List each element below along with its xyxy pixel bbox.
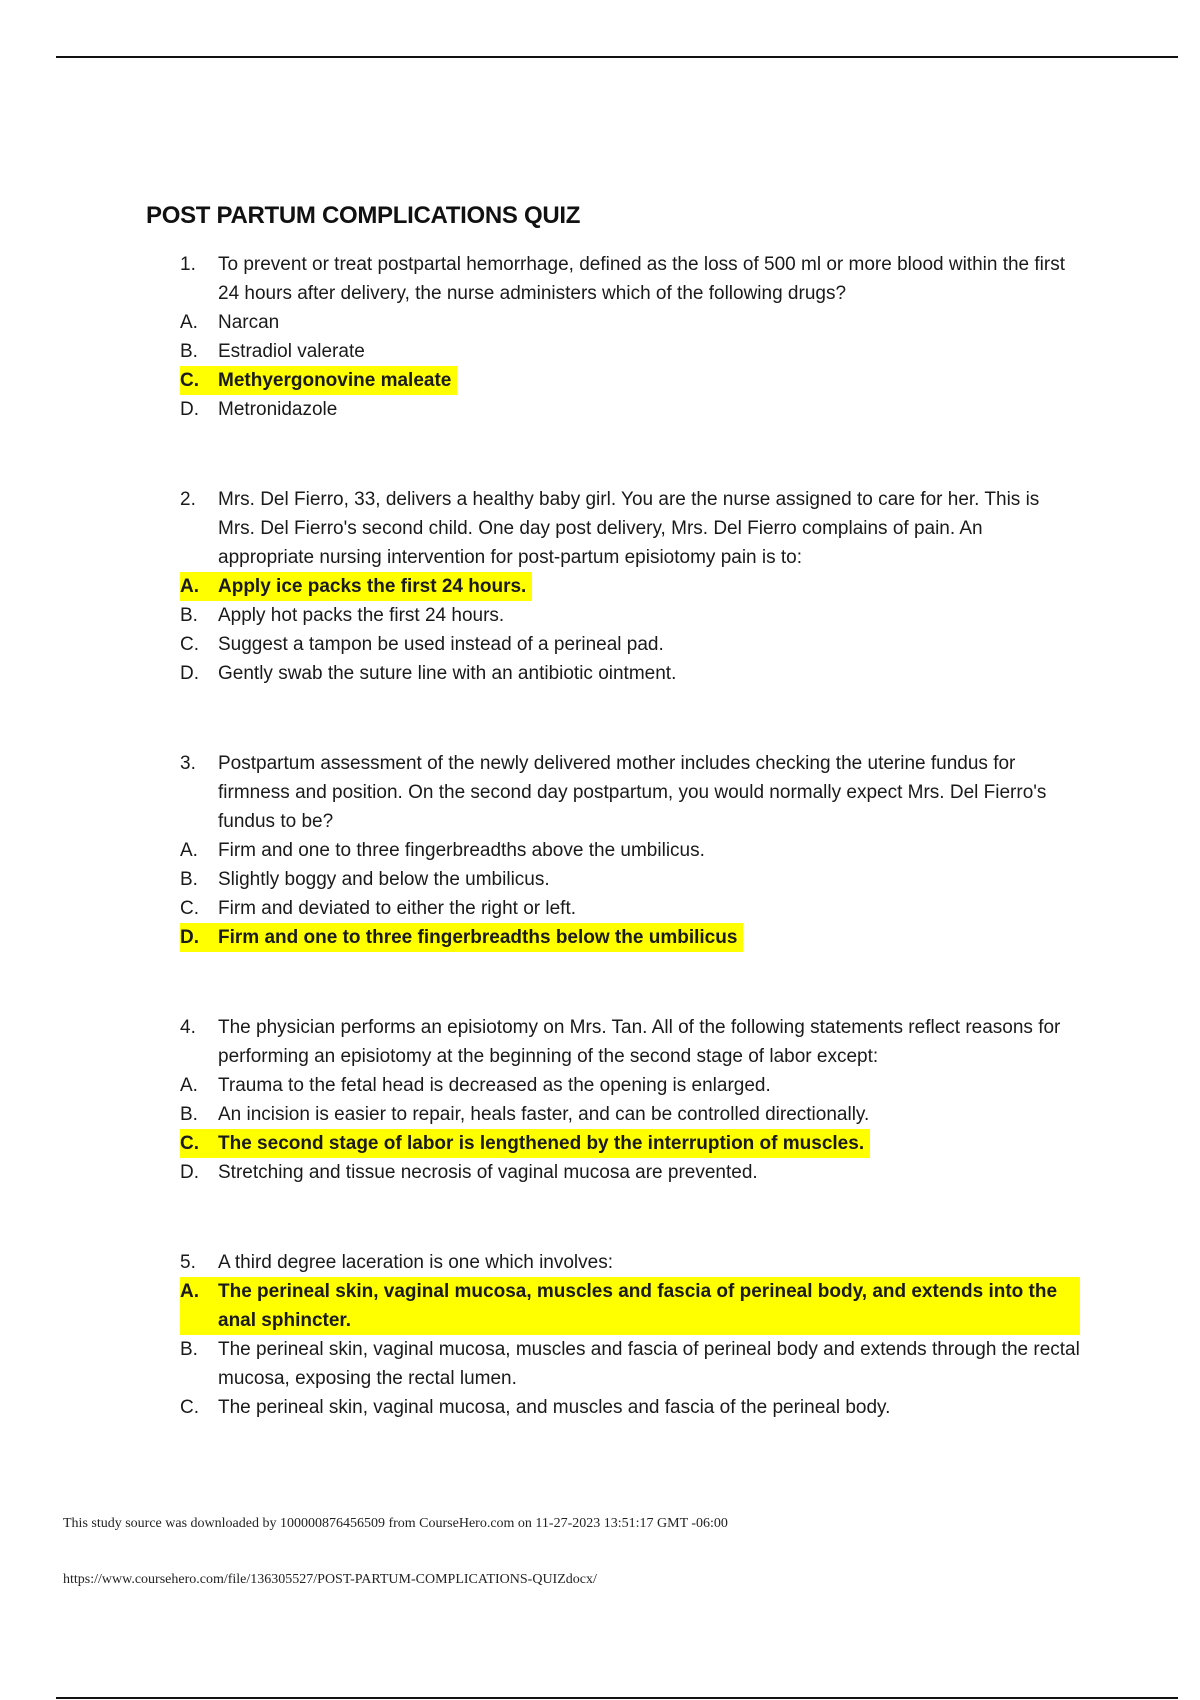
option-letter: D. [180,399,199,420]
option-letter: D. [180,663,199,684]
option-text: The perineal skin, vaginal mucosa, muscles and fascia of perineal body, and extends into the anal sphincter. [218,1277,1080,1335]
option-text: Estradiol valerate [218,341,365,362]
question-stem [180,1248,1080,1277]
option-letter: A. [180,1075,198,1096]
download-note: This study source was downloaded by 100000876456509 from CourseHero.com on 11-27-2023 13:51:17 GMT -06:00 [63,1516,728,1531]
option-text: Suggest a tampon be used instead of a perineal pad. [218,634,664,655]
question-stem [180,1013,1080,1071]
question-number: 2. [180,489,196,510]
option-letter: B. [180,1104,198,1125]
option-letter: B. [180,605,198,626]
option-d-correct [180,923,743,952]
option-c-correct [180,366,457,395]
option-text: Firm and one to three fingerbreadths above the umbilicus. [218,840,705,861]
question-number: 5. [180,1252,196,1273]
option-letter: C. [180,634,199,655]
option-c [180,630,1080,659]
option-letter: C. [180,1129,218,1158]
option-d [180,1158,1080,1187]
option-text: Apply ice packs the first 24 hours. [218,572,532,601]
bottom-rule [56,1697,1178,1699]
question-4 [180,1013,1080,1187]
option-b [180,601,1080,630]
question-stem [180,250,1080,308]
option-letter: C. [180,898,199,919]
question-1 [180,250,1080,424]
top-rule [56,56,1178,58]
option-letter: B. [180,1339,198,1360]
option-b [180,337,1080,366]
question-text: A third degree laceration is one which involves: [218,1252,614,1273]
option-a-correct [180,572,532,601]
question-stem [180,485,1080,572]
option-letter: A. [180,572,218,601]
option-a [180,836,1080,865]
question-2 [180,485,1080,688]
option-letter: B. [180,869,198,890]
option-text: An incision is easier to repair, heals faster, and can be controlled directionally. [218,1104,870,1125]
option-c [180,894,1080,923]
question-stem [180,749,1080,836]
option-text: Methyergonovine maleate [218,366,457,395]
question-5 [180,1248,1080,1422]
option-text: Trauma to the fetal head is decreased as the opening is enlarged. [218,1075,771,1096]
option-letter: A. [180,312,198,333]
option-text: Firm and deviated to either the right or left. [218,898,577,919]
question-text: To prevent or treat postpartal hemorrhage, defined as the loss of 500 ml or more blood within the first 24 hours after delivery, the nurse administers which of the following drugs? [218,254,1066,304]
option-text: The second stage of labor is lengthened by the interruption of muscles. [218,1129,870,1158]
option-letter: B. [180,341,198,362]
option-letter: A. [180,1277,218,1335]
option-b [180,1335,1080,1393]
option-letter: C. [180,1397,199,1418]
option-text: Slightly boggy and below the umbilicus. [218,869,550,890]
option-text: Metronidazole [218,399,338,420]
question-3 [180,749,1080,952]
page-title: POST PARTUM COMPLICATIONS QUIZ [146,202,581,229]
option-a-correct [180,1277,1080,1335]
option-b [180,1100,1080,1129]
question-number: 3. [180,753,196,774]
question-number: 4. [180,1017,196,1038]
quiz-body [180,250,1080,1483]
option-text: Narcan [218,312,280,333]
option-c [180,1393,1080,1422]
option-letter: D. [180,1162,199,1183]
option-text: The perineal skin, vaginal mucosa, and muscles and fascia of the perineal body. [218,1397,891,1418]
option-text: Stretching and tissue necrosis of vaginal mucosa are prevented. [218,1162,758,1183]
source-url[interactable]: https://www.coursehero.com/file/136305527/POST-PARTUM-COMPLICATIONS-QUIZdocx/ [63,1572,597,1587]
option-c-correct [180,1129,870,1158]
option-letter: D. [180,923,218,952]
question-text: Postpartum assessment of the newly delivered mother includes checking the uterine fundus for firmness and position. On the second day postpartum, you would normally expect Mrs. Del Fierro's fundus to be? [218,753,1047,832]
option-letter: A. [180,840,198,861]
option-text: Apply hot packs the first 24 hours. [218,605,505,626]
option-text: Gently swab the suture line with an antibiotic ointment. [218,663,677,684]
option-text: The perineal skin, vaginal mucosa, muscles and fascia of perineal body and extends through the rectal mucosa, exposing the rectal lumen. [218,1339,1080,1389]
question-text: The physician performs an episiotomy on Mrs. Tan. All of the following statements reflect reasons for performing an episiotomy at the beginning of the second stage of labor except: [218,1017,1061,1067]
question-text: Mrs. Del Fierro, 33, delivers a healthy baby girl. You are the nurse assigned to care for her. This is Mrs. Del Fierro's second child. One day post delivery, Mrs. Del Fierro complains of pain. An appropriate nursing intervention for post-partum episiotomy pain is to: [218,489,1040,568]
option-a [180,308,1080,337]
option-letter: C. [180,366,218,395]
option-text: Firm and one to three fingerbreadths below the umbilicus [218,923,743,952]
question-number: 1. [180,254,196,275]
option-d [180,659,1080,688]
option-b [180,865,1080,894]
option-a [180,1071,1080,1100]
option-d [180,395,1080,424]
